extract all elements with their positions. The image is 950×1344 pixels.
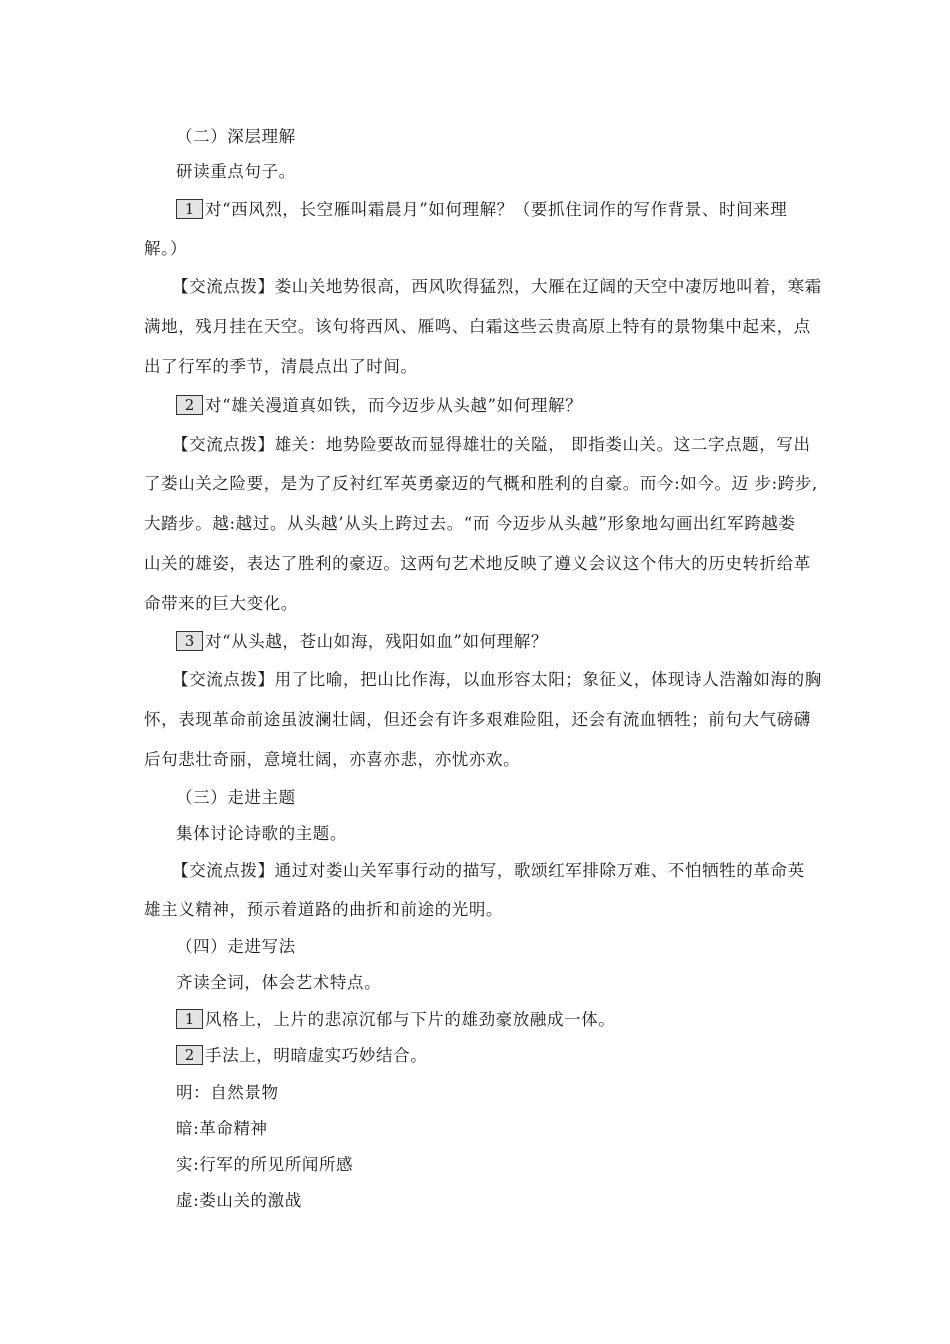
- point-text: 风格上，上片的悲凉沉郁与下片的雄劲豪放融成一体。: [205, 1010, 616, 1029]
- question-line: [176, 199, 787, 221]
- point-line: [176, 1045, 427, 1067]
- question-number-box: 2: [176, 395, 203, 415]
- question-text-cont: 解。）: [144, 239, 188, 258]
- question-number-box: 3: [176, 631, 203, 651]
- section-intro: 齐读全词，体会艺术特点。: [176, 973, 382, 992]
- list-item: 明：自然景物: [176, 1083, 279, 1102]
- section-heading: （二）深层理解: [176, 127, 296, 146]
- question-line: [176, 395, 582, 417]
- answer-text-cont: 了娄山关之险要，是为了反衬红军英勇豪迈的气概和胜利的自豪。而今:如今。迈 步:跨步,: [144, 474, 818, 493]
- answer-text: 用了比喻，把山比作海，以血形容太阳；象征义，体现诗人浩瀚如海的胸: [274, 670, 822, 689]
- answer-line: [172, 276, 822, 298]
- question-text: 对“西风烈，长空雁叫霜晨月”如何理解？（要抓住词作的写作背景、时间来理: [205, 200, 788, 219]
- list-item: 实:行军的所见所闻所感: [176, 1155, 354, 1174]
- list-item: 暗:革命精神: [176, 1119, 268, 1138]
- answer-text-cont: 大踏步。越:越过。从头越’从头上跨过去。“而 今迈步从头越”形象地勾画出红军跨越娄: [144, 514, 796, 533]
- point-number-box: 1: [176, 1009, 203, 1029]
- question-number-box: 1: [176, 199, 203, 219]
- section-intro: 集体讨论诗歌的主题。: [176, 824, 347, 843]
- answer-line: [172, 669, 822, 691]
- answer-tag: 【交流点拨】: [172, 277, 275, 296]
- answer-line: [172, 860, 805, 882]
- point-line: [176, 1009, 615, 1031]
- answer-text-cont: 雄主义精神，预示着道路的曲折和前途的光明。: [144, 900, 504, 919]
- answer-text-cont: 怀，表现革命前途虽波澜壮阔，但还会有许多艰难险阻，还会有流血牺牲；前句大气磅礴: [144, 710, 811, 729]
- answer-tag: 【交流点拨】: [172, 435, 275, 454]
- answer-text-cont: 山关的雄姿，表达了胜利的豪迈。这两句艺术地反映了遵义会议这个伟大的历史转折给革: [144, 554, 811, 573]
- answer-text: 通过对娄山关军事行动的描写，歌颂红军排除万难、不怕牺牲的革命英: [274, 861, 805, 880]
- question-text: 对“雄关漫道真如铁，而今迈步从头越”如何理解？: [205, 396, 583, 415]
- answer-text-cont: 后句悲壮奇丽，意境壮阔，亦喜亦悲，亦忧亦欢。: [144, 750, 521, 769]
- question-line: [176, 631, 548, 653]
- answer-text: 雄关：地势险要故而显得雄壮的关隘， 即指娄山关。这二字点题，写出: [274, 435, 811, 454]
- question-text: 对“从头越，苍山如海，残阳如血”如何理解？: [205, 632, 548, 651]
- answer-tag: 【交流点拨】: [172, 670, 275, 689]
- point-number-box: 2: [176, 1045, 203, 1065]
- section-heading: （三）走进主题: [176, 788, 296, 807]
- section-heading: （四）走进写法: [176, 937, 296, 956]
- list-item: 虚:娄山关的激战: [176, 1191, 302, 1210]
- answer-text: 娄山关地势很高，西风吹得猛烈，大雁在辽阔的天空中凄厉地叫着，寒霜: [274, 277, 822, 296]
- answer-text-cont: 出了行军的季节，清晨点出了时间。: [144, 357, 418, 376]
- answer-text-cont: 满地，残月挂在天空。该句将西风、雁鸣、白霜这些云贵高原上特有的景物集中起来，点: [144, 317, 811, 336]
- answer-line: [172, 434, 811, 456]
- point-text: 手法上，明暗虚实巧妙结合。: [205, 1046, 428, 1065]
- answer-text-cont: 命带来的巨大变化。: [144, 594, 298, 613]
- answer-tag: 【交流点拨】: [172, 861, 275, 880]
- section-intro: 研读重点句子。: [176, 162, 296, 181]
